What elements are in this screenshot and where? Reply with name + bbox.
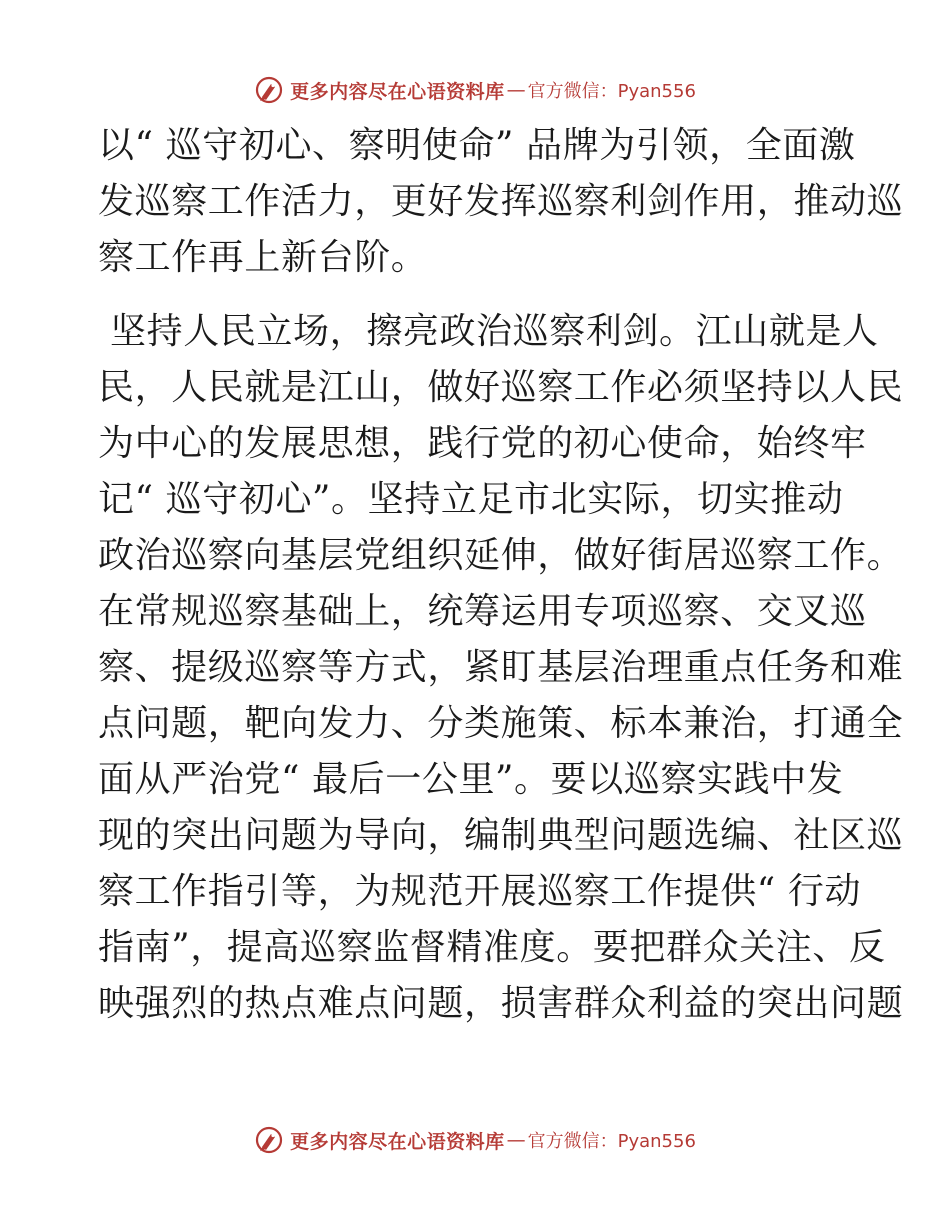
header-brand-text: 更多内容尽在心语资料库 <box>290 80 505 103</box>
footer-brand-text: 更多内容尽在心语资料库 <box>290 1130 505 1153</box>
text-line: 映强烈的热点难点问题，损害群众利益的突出问题 <box>98 983 904 1024</box>
footer-wechat-text: 官方微信：Pyan556 <box>527 1131 696 1152</box>
paragraph-2 <box>98 304 904 1032</box>
header-wechat-text: 官方微信：Pyan556 <box>527 81 696 102</box>
text-line: 面从严治党“ 最后一公里”。要以巡察实践中发 <box>98 759 844 800</box>
text-line: 为中心的发展思想，践行党的初心使命，始终牢 <box>98 423 867 464</box>
pen-nib-logo-icon <box>254 1125 284 1155</box>
text-line: 坚持人民立场，擦亮政治巡察利剑。江山就是人 <box>98 311 879 352</box>
text-line: 现的突出问题为导向，编制典型问题选编、社区巡 <box>98 815 904 856</box>
text-line: 指南”，提高巡察监督精准度。要把群众关注、反 <box>98 927 886 968</box>
footer-dash: — <box>506 1129 526 1151</box>
pen-nib-logo-icon <box>254 75 284 105</box>
text-line: 点问题，靶向发力、分类施策、标本兼治，打通全 <box>98 703 904 744</box>
text-line: 察工作再上新台阶。 <box>98 237 428 278</box>
text-line: 察、提级巡察等方式，紧盯基层治理重点任务和难 <box>98 647 904 688</box>
text-line: 发巡察工作活力，更好发挥巡察利剑作用，推动巡 <box>98 181 904 222</box>
footer-banner <box>0 1120 950 1160</box>
header-dash: — <box>506 79 526 101</box>
header-banner <box>0 70 950 110</box>
text-line: 察工作指引等，为规范开展巡察工作提供“ 行动 <box>98 871 862 912</box>
document-body <box>98 118 904 1032</box>
text-line: 民，人民就是江山，做好巡察工作必须坚持以人民 <box>98 367 904 408</box>
paragraph-1 <box>98 118 904 286</box>
text-line: 记“ 巡守初心”。坚持立足市北实际，切实推动 <box>98 479 844 520</box>
text-line: 政治巡察向基层党组织延伸，做好街居巡察工作。 <box>98 535 904 576</box>
text-line: 在常规巡察基础上，统筹运用专项巡察、交叉巡 <box>98 591 867 632</box>
text-line: 以“ 巡守初心、察明使命” 品牌为引领，全面激 <box>98 125 856 166</box>
